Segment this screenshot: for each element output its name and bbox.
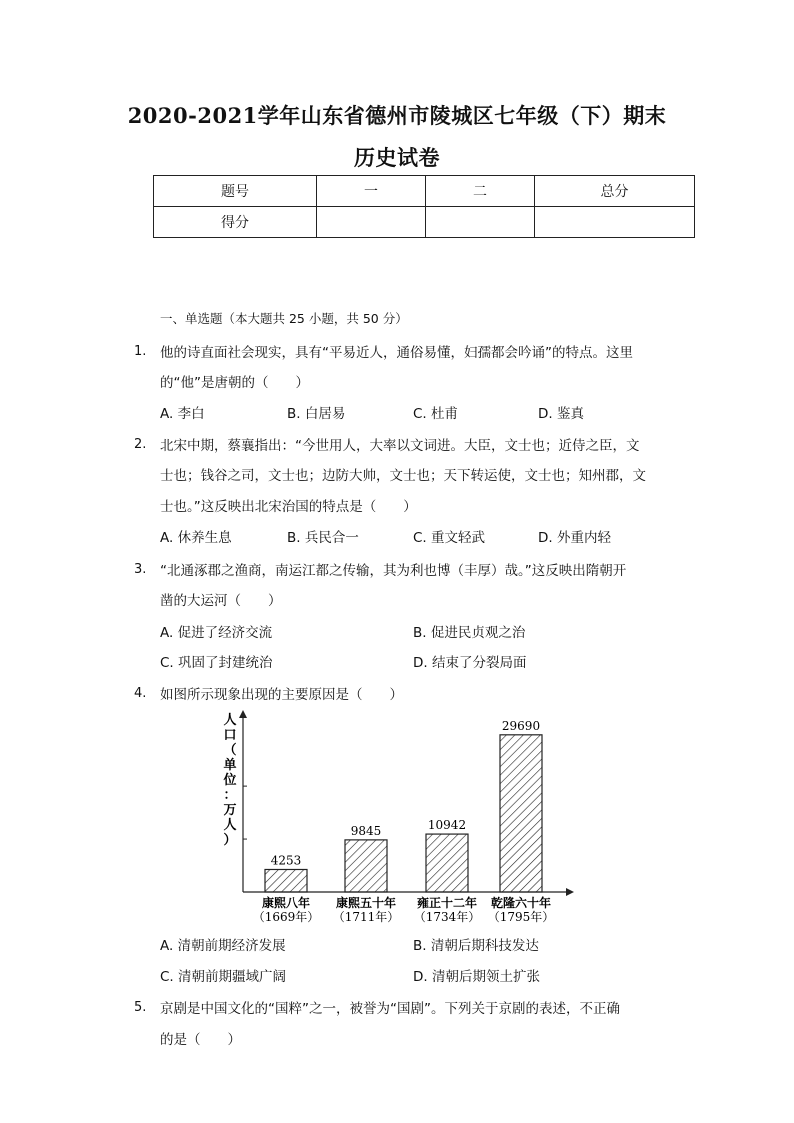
score-header-cell: 一	[317, 176, 426, 207]
question-number: 4.	[134, 686, 147, 701]
score-table	[153, 175, 695, 238]
x-tick-label: 康熙八年	[261, 896, 311, 910]
score-table-header-row	[154, 176, 695, 207]
question-text-line: 士也；钱谷之司，文士也；边防大帅，文士也；天下转运使，文士也；知州郡，文	[160, 468, 646, 484]
bar	[500, 735, 542, 892]
question-text-line: 京剧是中国文化的“国粹”之一，被誉为“国剧”。下列关于京剧的表述，不正确	[160, 1001, 620, 1017]
option-b[interactable]: B. 促进民贞观之治	[413, 625, 526, 641]
question-text-line: 士也。”这反映出北宋治国的特点是（ ）	[160, 499, 417, 515]
y-axis-label-char: 单	[223, 758, 237, 773]
question-text-line: 如图所示现象出现的主要原因是（ ）	[160, 687, 403, 703]
question-text-line: 的“他”是唐朝的（ ）	[160, 375, 309, 391]
bar-value-label: 9845	[350, 823, 382, 838]
question-text-line: 他的诗直面社会现实，具有“平易近人，通俗易懂，妇孺都会吟诵”的特点。这里	[160, 345, 633, 361]
y-axis-label-char: 万	[223, 803, 237, 818]
option-d[interactable]: D. 清朝后期领土扩张	[413, 969, 540, 985]
bar	[265, 869, 307, 892]
question-text-line: “北通涿郡之渔商，南运江都之传输，其为利也博（丰厚）哉。”这反映出隋朝开	[160, 563, 627, 579]
option-d[interactable]: D. 结束了分裂局面	[413, 655, 527, 671]
question-number: 3.	[134, 562, 147, 577]
score-cell[interactable]	[426, 207, 535, 238]
y-axis-arrow	[239, 710, 247, 718]
y-axis-label	[222, 713, 236, 848]
x-tick-year: （1734年）	[413, 910, 481, 924]
score-table-score-row	[154, 207, 695, 238]
x-tick-label: 雍正十二年	[416, 896, 478, 910]
chart-bars	[265, 735, 542, 892]
x-tick-label: 乾隆六十年	[490, 896, 552, 910]
bar-value-label: 10942	[427, 818, 467, 833]
option-c[interactable]: C. 重文轻武	[413, 530, 486, 546]
bar	[426, 834, 468, 892]
score-cell[interactable]	[317, 207, 426, 238]
x-tick-label: 康熙五十年	[335, 896, 397, 910]
bar-value-label: 29690	[501, 718, 541, 733]
score-header-cell: 题号	[154, 176, 317, 207]
option-a[interactable]: A. 李白	[160, 406, 205, 422]
option-b[interactable]: B. 清朝后期科技发达	[413, 938, 539, 954]
y-axis-label-char: 口	[223, 728, 237, 743]
option-c[interactable]: C. 巩固了封建统治	[160, 655, 273, 671]
option-a[interactable]: A. 休养生息	[160, 530, 232, 546]
question-text-line: 凿的大运河（ ）	[160, 593, 282, 609]
exam-title-line1: 2020-2021学年山东省德州市陵城区七年级（下）期末	[127, 103, 667, 128]
question-number: 5.	[134, 1000, 147, 1015]
score-row-label: 得分	[154, 207, 317, 238]
y-axis-label-char: 人	[223, 713, 237, 728]
score-header-cell: 总分	[535, 176, 695, 207]
y-axis-label-char: ：	[223, 788, 237, 803]
question-text-line: 的是（ ）	[160, 1032, 241, 1048]
y-axis-label-char: （	[223, 743, 237, 758]
option-c[interactable]: C. 清朝前期疆域广阔	[160, 969, 287, 985]
x-axis-arrow	[566, 888, 574, 896]
exam-title-line2: 历史试卷	[354, 145, 440, 170]
x-tick-year: （1669年）	[252, 910, 320, 924]
option-d[interactable]: D. 外重内轻	[538, 530, 611, 546]
y-axis-label-char: ）	[223, 833, 237, 848]
population-bar-chart	[210, 700, 590, 930]
bar-value-label: 4253	[270, 853, 302, 868]
option-a[interactable]: A. 清朝前期经济发展	[160, 938, 286, 954]
option-b[interactable]: B. 兵民合一	[287, 530, 359, 546]
question-number: 2.	[134, 437, 147, 452]
option-a[interactable]: A. 促进了经济交流	[160, 625, 273, 641]
y-axis-label-char: 人	[223, 818, 237, 833]
question-text-line: 北宋中期，蔡襄指出：“今世用人，大率以文词进。大臣，文士也；近侍之臣，文	[160, 438, 640, 454]
question-number: 1.	[134, 344, 147, 359]
score-cell[interactable]	[535, 207, 695, 238]
option-d[interactable]: D. 鉴真	[538, 406, 584, 422]
x-tick-year: （1711年）	[332, 910, 400, 924]
option-b[interactable]: B. 白居易	[287, 406, 346, 422]
x-tick-year: （1795年）	[487, 910, 555, 924]
option-c[interactable]: C. 杜甫	[413, 406, 459, 422]
section-heading: 一、单选题（本大题共 25 小题，共 50 分）	[160, 311, 408, 326]
score-header-cell: 二	[426, 176, 535, 207]
bar	[345, 840, 387, 892]
y-axis-label-char: 位	[223, 773, 237, 788]
